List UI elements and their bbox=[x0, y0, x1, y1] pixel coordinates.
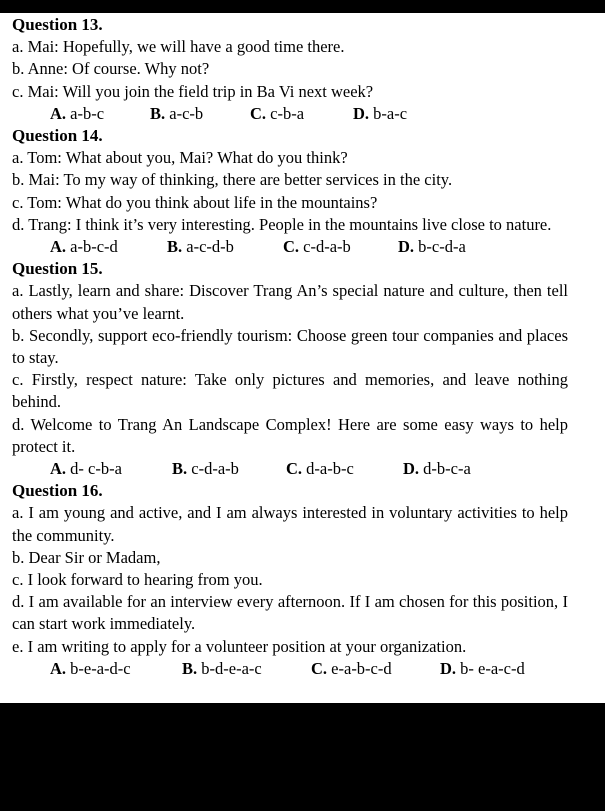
statement-d: d. Trang: I think it’s very interesting. People in the mountains live close to nature. bbox=[12, 214, 552, 234]
question-title: Question 14. bbox=[12, 126, 103, 145]
option-d[interactable]: D. b-c-d-a bbox=[398, 237, 466, 257]
answer-options bbox=[12, 458, 568, 480]
statement-a: a. I am young and active, and I am always interested in voluntary activities to help the community. bbox=[12, 503, 568, 545]
statement-e: e. I am writing to apply for a volunteer position at your organization. bbox=[12, 636, 467, 656]
option-d[interactable]: D. b-a-c bbox=[353, 103, 408, 123]
option-a[interactable]: A. a-b-c-d bbox=[50, 237, 118, 257]
option-c[interactable]: C. c-d-a-b bbox=[283, 237, 351, 257]
statement-c: c. Mai: Will you join the field trip in Ba Vi next week? bbox=[12, 81, 374, 101]
statement-d: d. I am available for an interview every afternoon. If I am chosen for this position, I can start work immediately. bbox=[12, 592, 568, 634]
option-c[interactable]: C. c-b-a bbox=[250, 103, 305, 123]
statement-a: a. Lastly, learn and share: Discover Trang An’s special nature and culture, then tell others what you’ve learnt. bbox=[12, 281, 568, 323]
statement-c: c. Firstly, respect nature: Take only pictures and memories, and leave nothing behind. bbox=[12, 370, 568, 412]
option-b[interactable]: B. c-d-a-b bbox=[172, 459, 239, 479]
statement-b: b. Mai: To my way of thinking, there are better services in the city. bbox=[12, 170, 453, 190]
answer-options bbox=[12, 236, 568, 258]
question-title: Question 15. bbox=[12, 259, 103, 279]
statement-a: a. Tom: What about you, Mai? What do you think? bbox=[12, 148, 348, 168]
question-13 bbox=[12, 14, 568, 125]
question-title: Question 16. bbox=[12, 481, 103, 501]
option-d[interactable]: D. b- e-a-c-d bbox=[440, 658, 525, 678]
answer-options bbox=[12, 103, 568, 125]
option-a[interactable]: A. d- c-b-a bbox=[50, 459, 122, 479]
option-b[interactable]: B. a-c-b bbox=[150, 103, 204, 123]
option-b[interactable]: B. b-d-e-a-c bbox=[182, 658, 262, 678]
option-c[interactable]: C. d-a-b-c bbox=[286, 459, 354, 479]
statement-b: b. Anne: Of course. Why not? bbox=[12, 59, 210, 79]
option-c[interactable]: C. e-a-b-c-d bbox=[311, 658, 392, 678]
exercise-content bbox=[12, 14, 568, 680]
question-title: Question 13. bbox=[12, 15, 103, 34]
question-14 bbox=[12, 125, 568, 258]
statement-c: c. Tom: What do you think about life in the mountains? bbox=[12, 192, 378, 212]
statement-b: b. Secondly, support eco-friendly tourism: Choose green tour companies and places to stay. bbox=[12, 325, 568, 368]
question-16 bbox=[12, 480, 568, 680]
option-a[interactable]: A. b-e-a-d-c bbox=[50, 658, 131, 678]
statement-a: a. Mai: Hopefully, we will have a good time there. bbox=[12, 37, 345, 57]
option-a[interactable]: A. a-b-c bbox=[50, 103, 105, 123]
question-15 bbox=[12, 258, 568, 480]
answer-options bbox=[12, 658, 568, 680]
statement-d: d. Welcome to Trang An Landscape Complex! Here are some easy ways to help protect it. bbox=[12, 414, 568, 456]
exercise-page bbox=[0, 13, 605, 703]
option-d[interactable]: D. d-b-c-a bbox=[403, 459, 471, 479]
option-b[interactable]: B. a-c-d-b bbox=[167, 237, 234, 257]
statement-c: c. I look forward to hearing from you. bbox=[12, 570, 263, 590]
statement-b: b. Dear Sir or Madam, bbox=[12, 547, 161, 567]
